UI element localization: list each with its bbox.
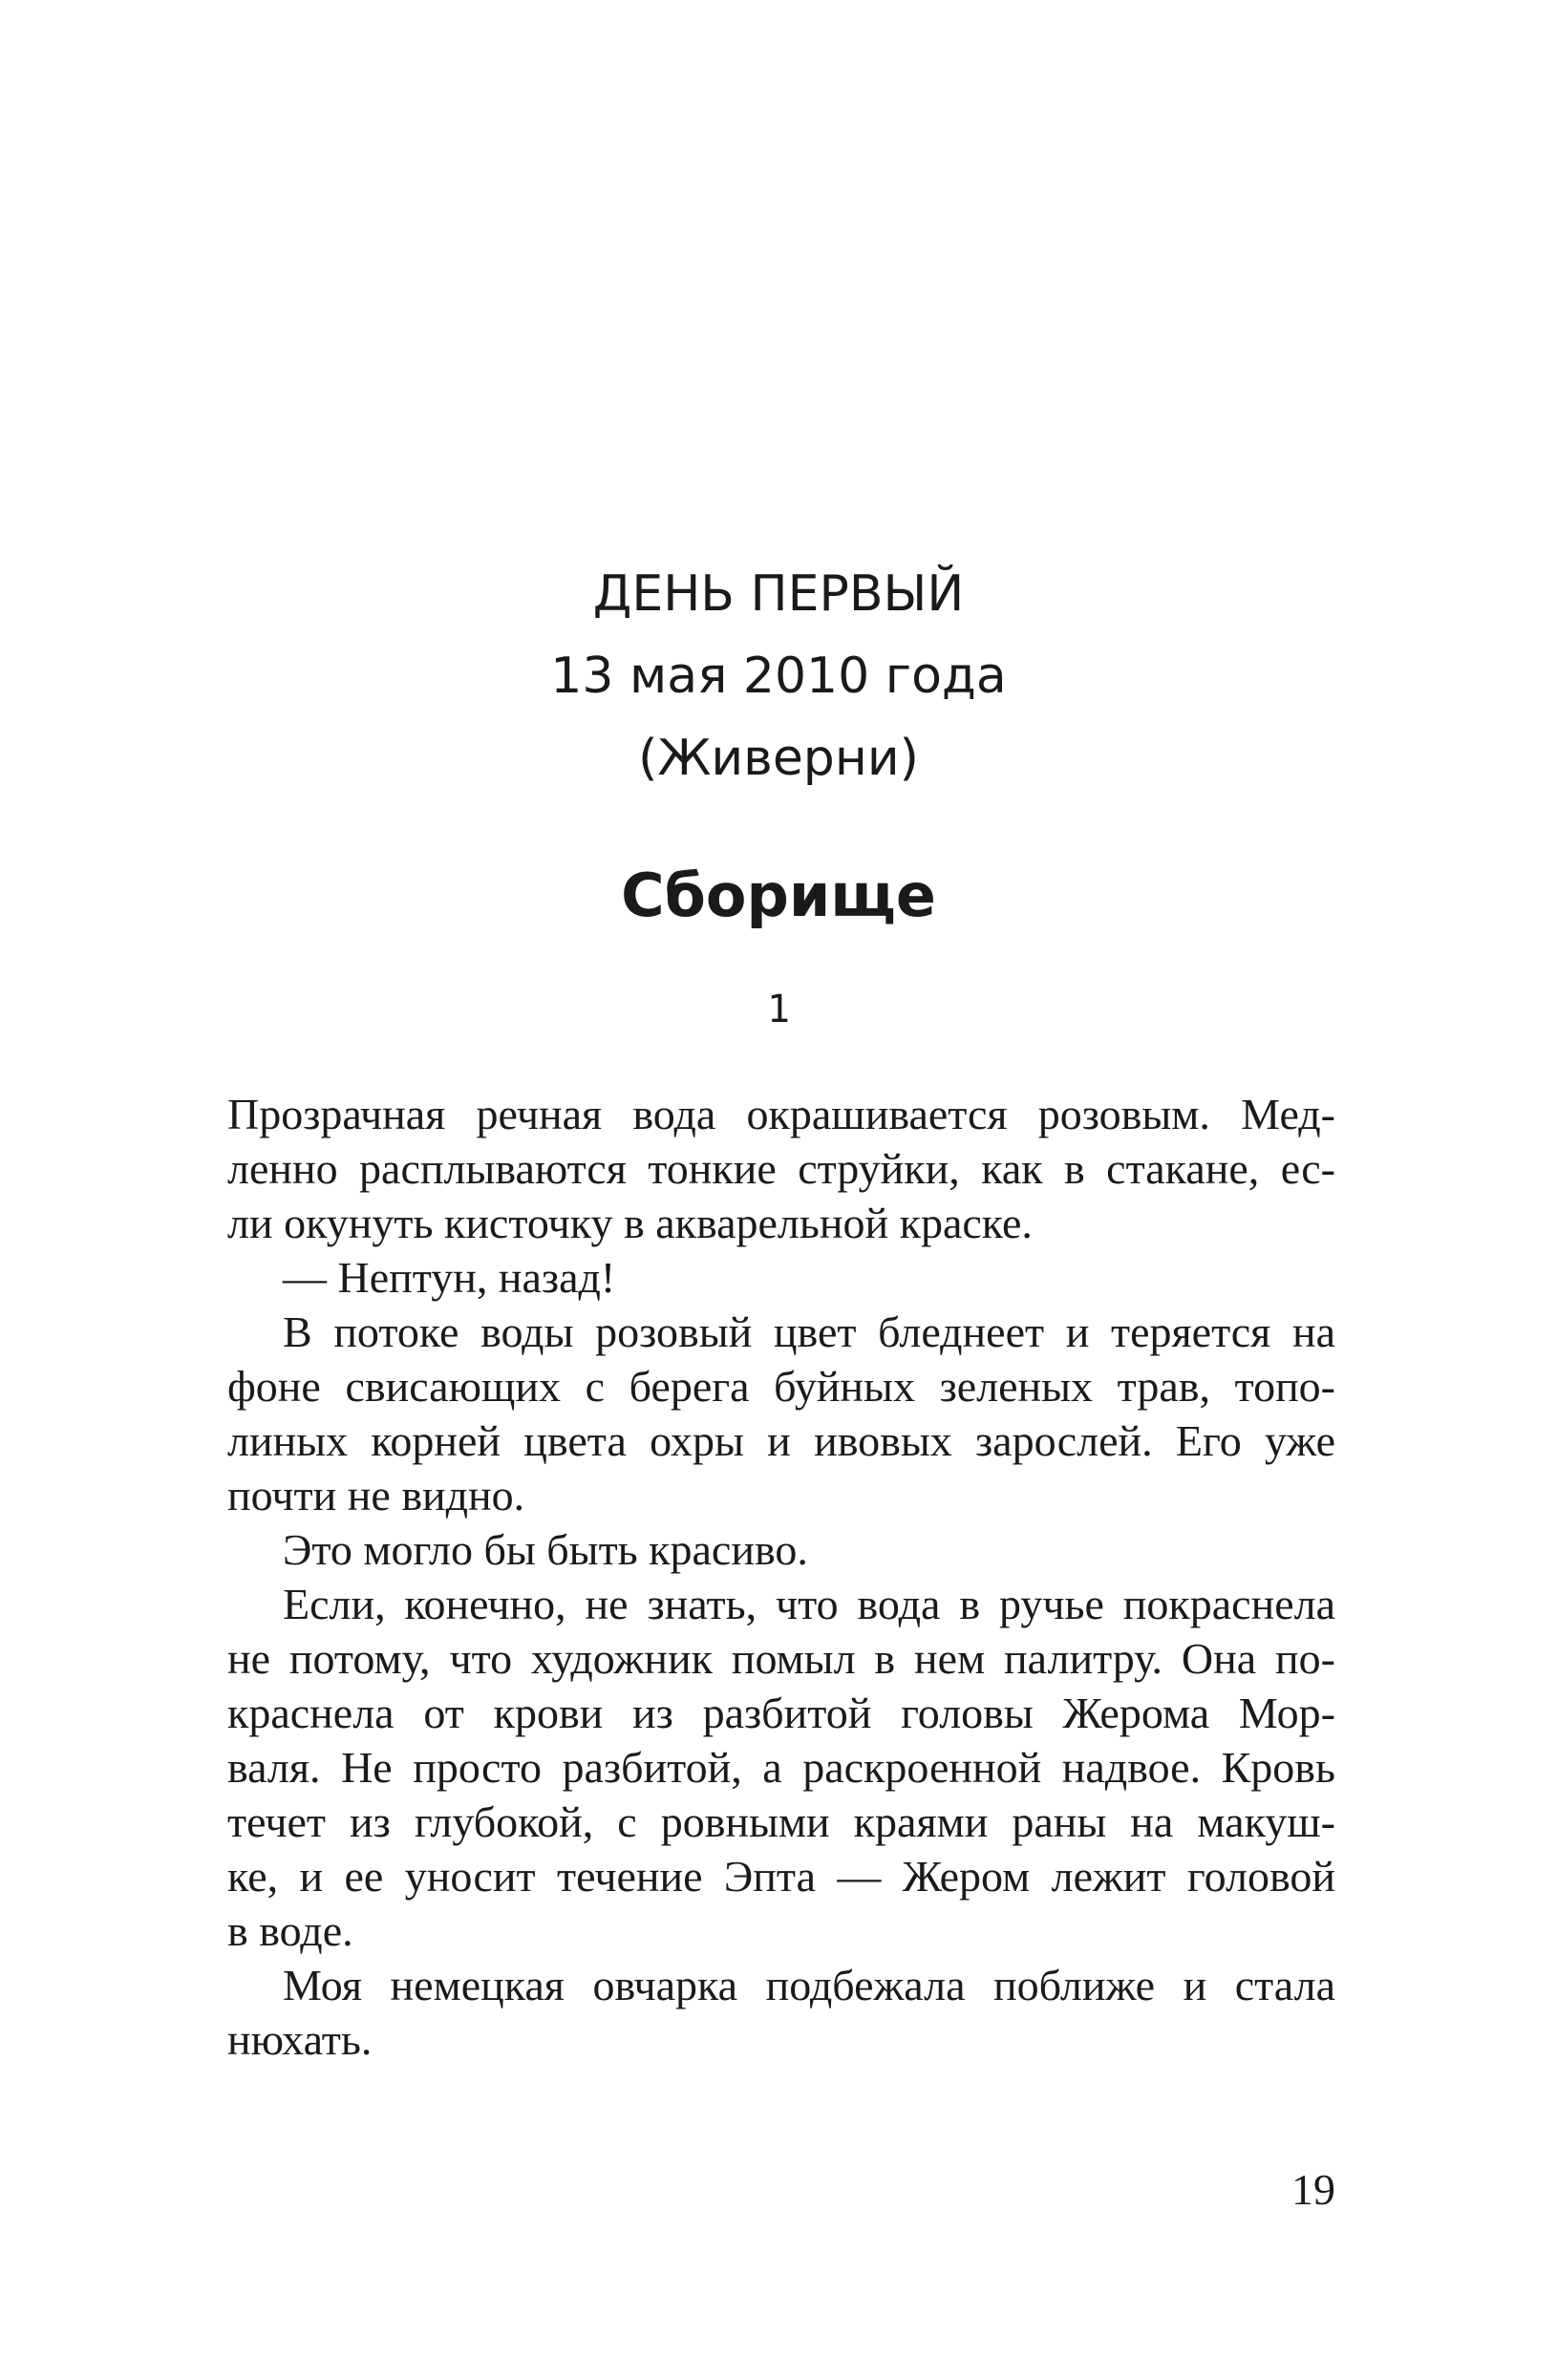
text-line: линых корней цвета охры и ивовых зарослей. Его уже [227,1416,1335,1465]
text-line: Моя немецкая овчарка подбежала поближе и стала [283,1961,1335,2009]
date-line: 13 мая 2010 года [550,648,1007,705]
text-line: Это могло бы быть красиво. [283,1525,808,1574]
text-line: течет из глубокой, с ровными краями раны на макуш- [227,1797,1335,1846]
text-line: — Нептун, назад! [283,1253,616,1302]
paragraph [227,1305,1335,1522]
paragraph [227,1250,1335,1305]
text-line: почти не видно. [227,1471,525,1519]
text-line: не потому, что художник помыл в нем палитру. Она по- [227,1634,1335,1683]
text-line: ли окунуть кисточку в акварельной краске. [227,1199,1033,1247]
body-text [227,1087,1335,2067]
paragraph [227,1087,1335,1250]
text-line: В потоке воды розовый цвет бледнеет и теряется на [283,1307,1335,1356]
text-line: фоне свисающих с берега буйных зеленых трав, топо- [227,1362,1335,1411]
page-number: 19 [1291,2165,1335,2214]
paragraph [227,1958,1335,2067]
section-number: 1 [766,988,791,1031]
text-line: ленно расплываются тонкие струйки, как в стакане, ес- [227,1144,1335,1193]
text-line: в воде. [227,1906,353,1955]
text-line: краснела от крови из разбитой головы Жерома Мор- [227,1689,1335,1737]
place-line: (Живерни) [638,730,919,787]
text-line: ке, и ее уносит течение Эпта — Жером лежит головой [227,1852,1335,1901]
paragraph [227,1577,1335,1958]
text-line: валя. Не просто разбитой, а раскроенной надвое. Кровь [227,1743,1335,1792]
text-line: нюхать. [227,2015,373,2064]
part-title: ДЕНЬ ПЕРВЫЙ [592,565,965,623]
text-line: Прозрачная речная вода окрашивается розовым. Мед- [227,1090,1335,1138]
paragraph [227,1522,1335,1577]
chapter-title: Сборище [621,861,936,930]
text-line: Если, конечно, не знать, что вода в ручье покраснела [283,1580,1335,1628]
